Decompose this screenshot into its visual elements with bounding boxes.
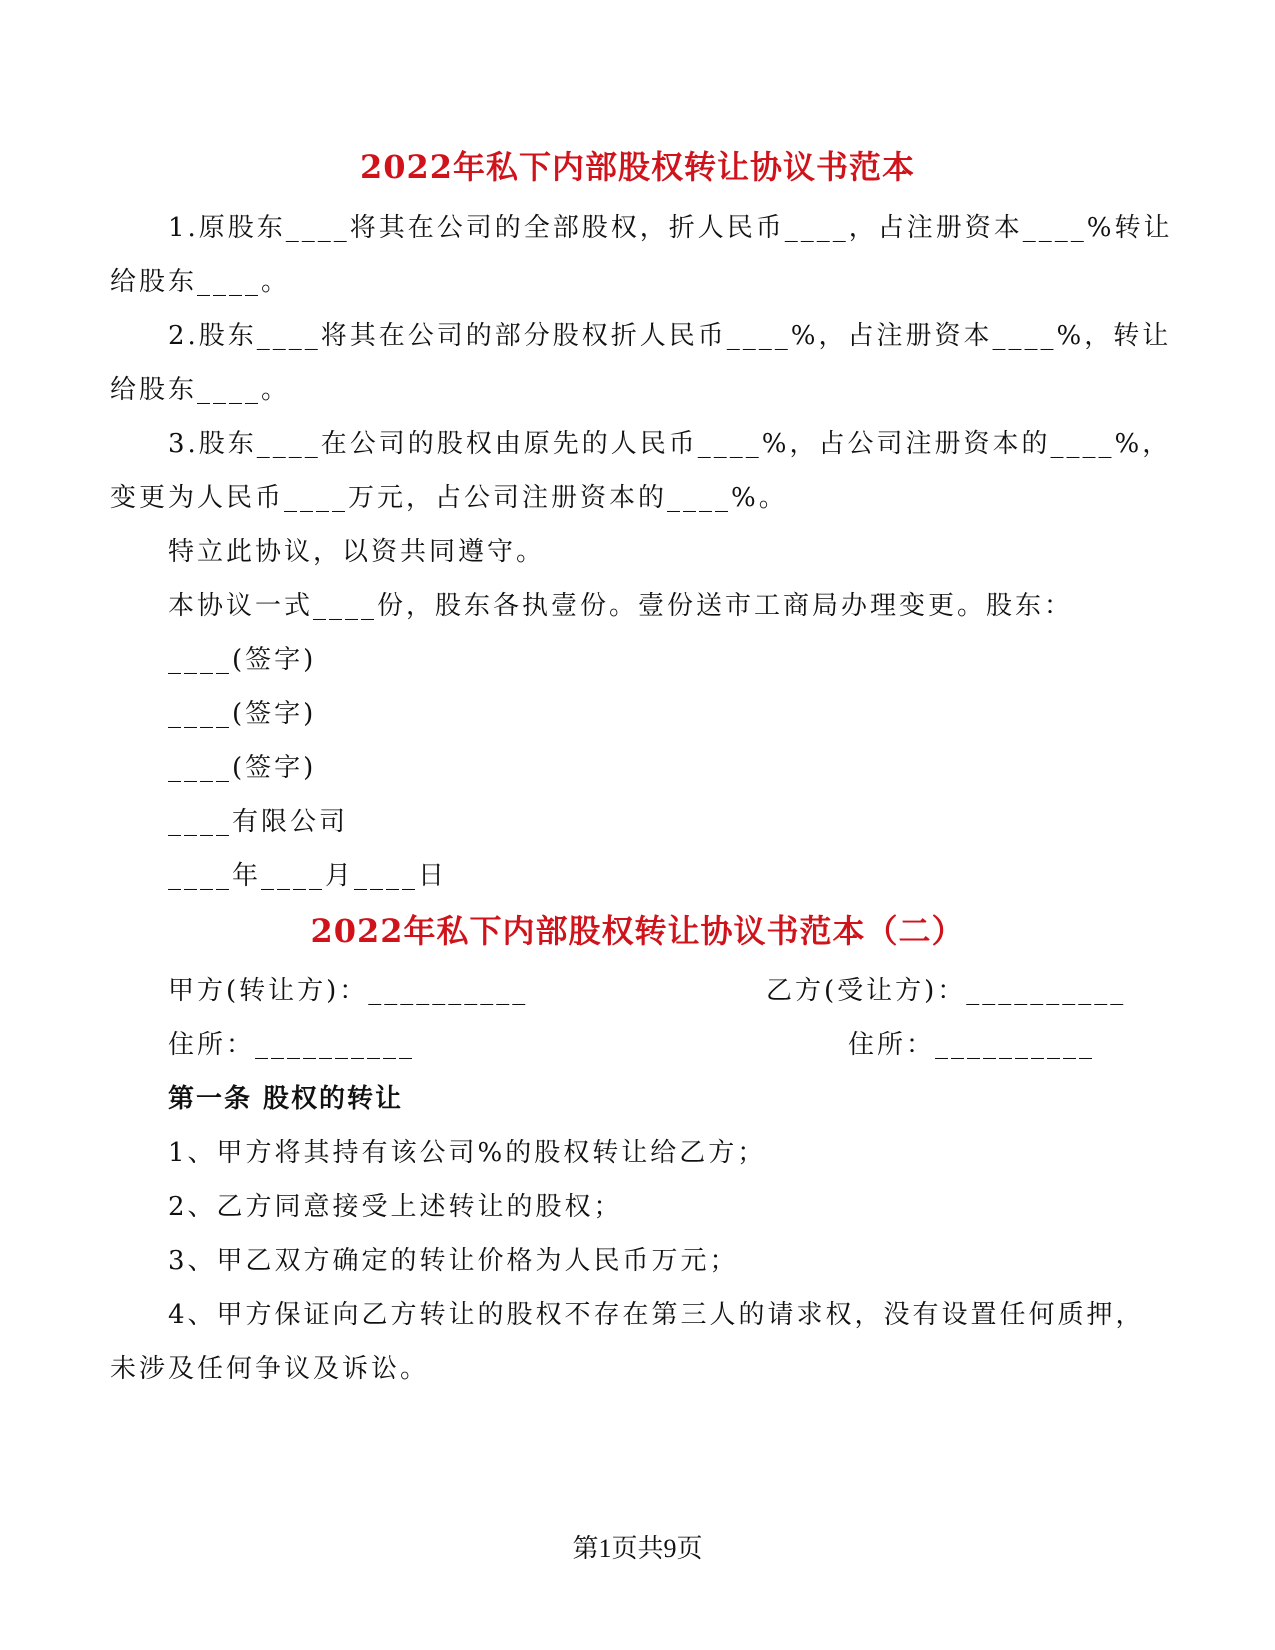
party-a-address: 住所：__________ bbox=[168, 1030, 416, 1060]
clause-2-line-1: 2.股东____将其在公司的部分股权折人民币____%，占注册资本____%，转让 bbox=[168, 321, 1172, 351]
clause-3-line-2: 变更为人民币____万元，占公司注册资本的____%。 bbox=[110, 483, 788, 513]
page-number: 第1页共9页 bbox=[572, 1534, 703, 1563]
date-line: ____年____月____日 bbox=[168, 861, 448, 891]
party-b-address: 住所：__________ bbox=[848, 1030, 1096, 1060]
document-title-2: 2022年私下内部股权转让协议书范本（二） bbox=[310, 912, 965, 950]
clause-2-line-2: 给股东____。 bbox=[110, 375, 291, 405]
clause-1-line-2: 给股东____。 bbox=[110, 267, 291, 297]
party-b-field: 乙方(受让方)：__________ bbox=[766, 976, 1127, 1006]
company-line: ____有限公司 bbox=[168, 807, 349, 837]
article-1-item-3: 3、甲乙双方确定的转让价格为人民币万元； bbox=[168, 1246, 739, 1276]
signature-line-3: ____(签字) bbox=[168, 753, 317, 783]
article-1-item-4-line-1: 4、甲方保证向乙方转让的股权不存在第三人的请求权，没有设置任何质押， bbox=[168, 1300, 1145, 1330]
article-1-item-1: 1、甲方将其持有该公司%的股权转让给乙方； bbox=[168, 1138, 767, 1168]
copies-statement: 本协议一式____份，股东各执壹份。壹份送市工商局办理变更。股东： bbox=[168, 591, 1074, 621]
signature-line-1: ____(签字) bbox=[168, 645, 317, 675]
signature-line-2: ____(签字) bbox=[168, 699, 317, 729]
article-1-heading: 第一条 股权的转让 bbox=[168, 1084, 404, 1114]
article-1-item-2: 2、乙方同意接受上述转让的股权； bbox=[168, 1192, 623, 1222]
party-a-field: 甲方(转让方)：__________ bbox=[168, 976, 529, 1006]
document-title: 2022年私下内部股权转让协议书范本 bbox=[359, 148, 916, 186]
article-1-item-4-line-2: 未涉及任何争议及诉讼。 bbox=[110, 1354, 430, 1384]
agreement-statement: 特立此协议，以资共同遵守。 bbox=[168, 537, 546, 567]
clause-1-line-1: 1.原股东____将其在公司的全部股权，折人民币____，占注册资本____%转让 bbox=[168, 213, 1173, 243]
clause-3-line-1: 3.股东____在公司的股权由原先的人民币____%，占公司注册资本的____%， bbox=[168, 429, 1172, 459]
